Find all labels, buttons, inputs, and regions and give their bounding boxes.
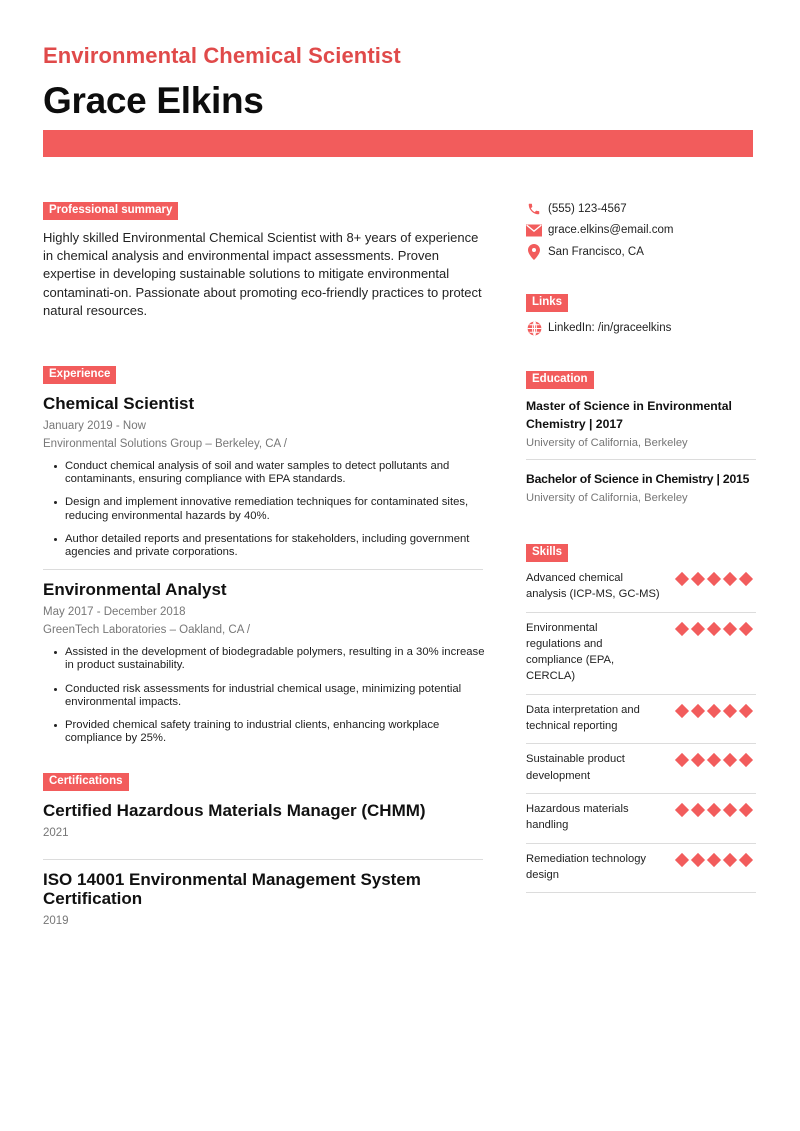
skill-row <box>526 794 756 844</box>
job-bullet: Author detailed reports and presentations for stakeholders, including government agencies and private corporations. <box>53 533 493 559</box>
section-label-certifications: Certifications <box>43 773 129 791</box>
rating-diamond-icon <box>739 803 753 817</box>
rating-diamond-icon <box>739 572 753 586</box>
skill-row <box>526 563 756 613</box>
skill-name: Sustainable product development <box>526 753 625 782</box>
job-bullet: Conducted risk assessments for industrial chemical usage, minimizing potential environmental impacts. <box>53 683 493 709</box>
job-role: Chemical Scientist <box>43 394 195 414</box>
skill-row <box>526 695 756 745</box>
education-entry <box>526 397 756 449</box>
skill-row <box>526 844 756 894</box>
contact-email[interactable] <box>526 220 756 242</box>
rating-diamond-icon <box>723 753 737 767</box>
contact-phone[interactable] <box>526 198 756 220</box>
education-section <box>526 369 756 504</box>
summary-text: Highly skilled Environmental Chemical Scientist with 8+ years of experience in chemical analysis and environmental impact assessments. Proven expertise in developing sustainable solutions to mitigate environmental contaminati-on. Passionate about promoting eco-friendly practices to protect natural resources. <box>43 230 482 318</box>
location-text: San Francisco, CA <box>548 245 644 258</box>
rating-diamond-icon <box>707 704 721 718</box>
skills-section <box>526 542 756 893</box>
map-pin-icon <box>526 244 542 260</box>
rating-diamond-icon <box>691 803 705 817</box>
skill-name: Environmental regulations and compliance (EPA, CERCLA) <box>526 621 615 683</box>
rating-diamond-icon <box>707 622 721 636</box>
job-role: Environmental Analyst <box>43 580 227 600</box>
skill-row <box>526 613 756 695</box>
phone-text: (555) 123-4567 <box>548 202 627 215</box>
job-bullets <box>43 460 483 559</box>
skill-rating <box>676 751 752 784</box>
rating-diamond-icon <box>675 622 689 636</box>
skill-row <box>526 744 756 794</box>
resume-job-title: Environmental Chemical Scientist <box>43 43 401 68</box>
job-bullet: Design and implement innovative remediation techniques for contaminated sites, reducing environmental hazards by 40%. <box>53 496 493 522</box>
certification-entry <box>43 870 463 927</box>
section-label-links: Links <box>526 294 568 312</box>
rating-diamond-icon <box>691 852 705 866</box>
divider <box>526 459 756 460</box>
header-accent-bar <box>43 130 753 157</box>
rating-diamond-icon <box>675 704 689 718</box>
rating-diamond-icon <box>675 803 689 817</box>
rating-diamond-icon <box>707 852 721 866</box>
resume-name: Grace Elkins <box>43 80 264 121</box>
globe-icon <box>526 320 542 336</box>
degree-title: Master of Science in Environmental Chemistry | 2017 <box>526 399 732 431</box>
certification-entry <box>43 801 483 839</box>
rating-diamond-icon <box>675 753 689 767</box>
degree-title: Bachelor of Science in Chemistry | 2015 <box>526 472 750 486</box>
skill-name: Remediation technology design <box>526 852 647 881</box>
job-bullet: Assisted in the development of biodegradable polymers, resulting in a 30% increase in product sustainability. <box>53 646 493 672</box>
job-entry <box>43 580 483 745</box>
phone-icon <box>526 201 542 217</box>
rating-diamond-icon <box>707 753 721 767</box>
rating-diamond-icon <box>723 803 737 817</box>
contact-section <box>526 198 756 263</box>
rating-diamond-icon <box>691 704 705 718</box>
rating-diamond-icon <box>691 753 705 767</box>
envelope-icon <box>526 222 542 238</box>
job-dates: January 2019 - Now <box>43 420 146 433</box>
linkedin-text: LinkedIn: /in/graceelkins <box>548 322 672 335</box>
experience-section <box>43 364 483 745</box>
education-entry <box>526 470 756 504</box>
link-linkedin[interactable] <box>526 318 756 340</box>
rating-diamond-icon <box>739 704 753 718</box>
certification-year: 2021 <box>43 826 69 839</box>
divider <box>43 569 483 570</box>
rating-diamond-icon <box>739 622 753 636</box>
right-column <box>526 200 756 893</box>
rating-diamond-icon <box>723 572 737 586</box>
skill-rating <box>676 851 752 884</box>
rating-diamond-icon <box>675 572 689 586</box>
job-bullets <box>43 646 483 745</box>
skill-name: Data interpretation and technical reporting <box>526 703 640 733</box>
rating-diamond-icon <box>691 622 705 636</box>
job-company: Environmental Solutions Group – Berkeley, CA / <box>43 438 287 451</box>
rating-diamond-icon <box>739 852 753 866</box>
links-section <box>526 292 756 340</box>
summary-section <box>43 200 483 320</box>
section-label-experience: Experience <box>43 366 116 384</box>
certification-year: 2019 <box>43 914 69 927</box>
rating-diamond-icon <box>723 622 737 636</box>
skill-name: Advanced chemical analysis (ICP-MS, GC-MS) <box>526 572 660 601</box>
section-label-summary: Professional summary <box>43 202 178 220</box>
divider <box>43 859 483 860</box>
section-label-education: Education <box>526 371 594 389</box>
job-bullet: Provided chemical safety training to industrial clients, enhancing workplace compliance by 25%. <box>53 719 493 745</box>
skill-rating <box>676 702 752 735</box>
rating-diamond-icon <box>739 753 753 767</box>
certification-title: ISO 14001 Environmental Management System Certification <box>43 869 421 909</box>
section-label-skills: Skills <box>526 544 568 562</box>
contact-location <box>526 241 756 263</box>
rating-diamond-icon <box>707 803 721 817</box>
rating-diamond-icon <box>723 704 737 718</box>
rating-diamond-icon <box>707 572 721 586</box>
left-column <box>43 200 483 927</box>
school-name: University of California, Berkeley <box>526 437 688 449</box>
school-name: University of California, Berkeley <box>526 492 688 504</box>
skill-rating <box>676 570 752 603</box>
job-entry <box>43 394 483 559</box>
skill-name: Hazardous materials handling <box>526 802 629 832</box>
skill-rating <box>676 801 752 834</box>
email-text: grace.elkins@email.com <box>548 224 674 237</box>
job-company: GreenTech Laboratories – Oakland, CA / <box>43 624 251 637</box>
rating-diamond-icon <box>675 852 689 866</box>
job-dates: May 2017 - December 2018 <box>43 606 186 619</box>
certifications-section <box>43 771 483 927</box>
job-bullet: Conduct chemical analysis of soil and water samples to detect pollutants and contaminants, ensuring compliance with EPA standards. <box>53 460 493 486</box>
rating-diamond-icon <box>691 572 705 586</box>
certification-title: Certified Hazardous Materials Manager (CHMM) <box>43 801 426 821</box>
skill-rating <box>676 620 752 685</box>
rating-diamond-icon <box>723 852 737 866</box>
